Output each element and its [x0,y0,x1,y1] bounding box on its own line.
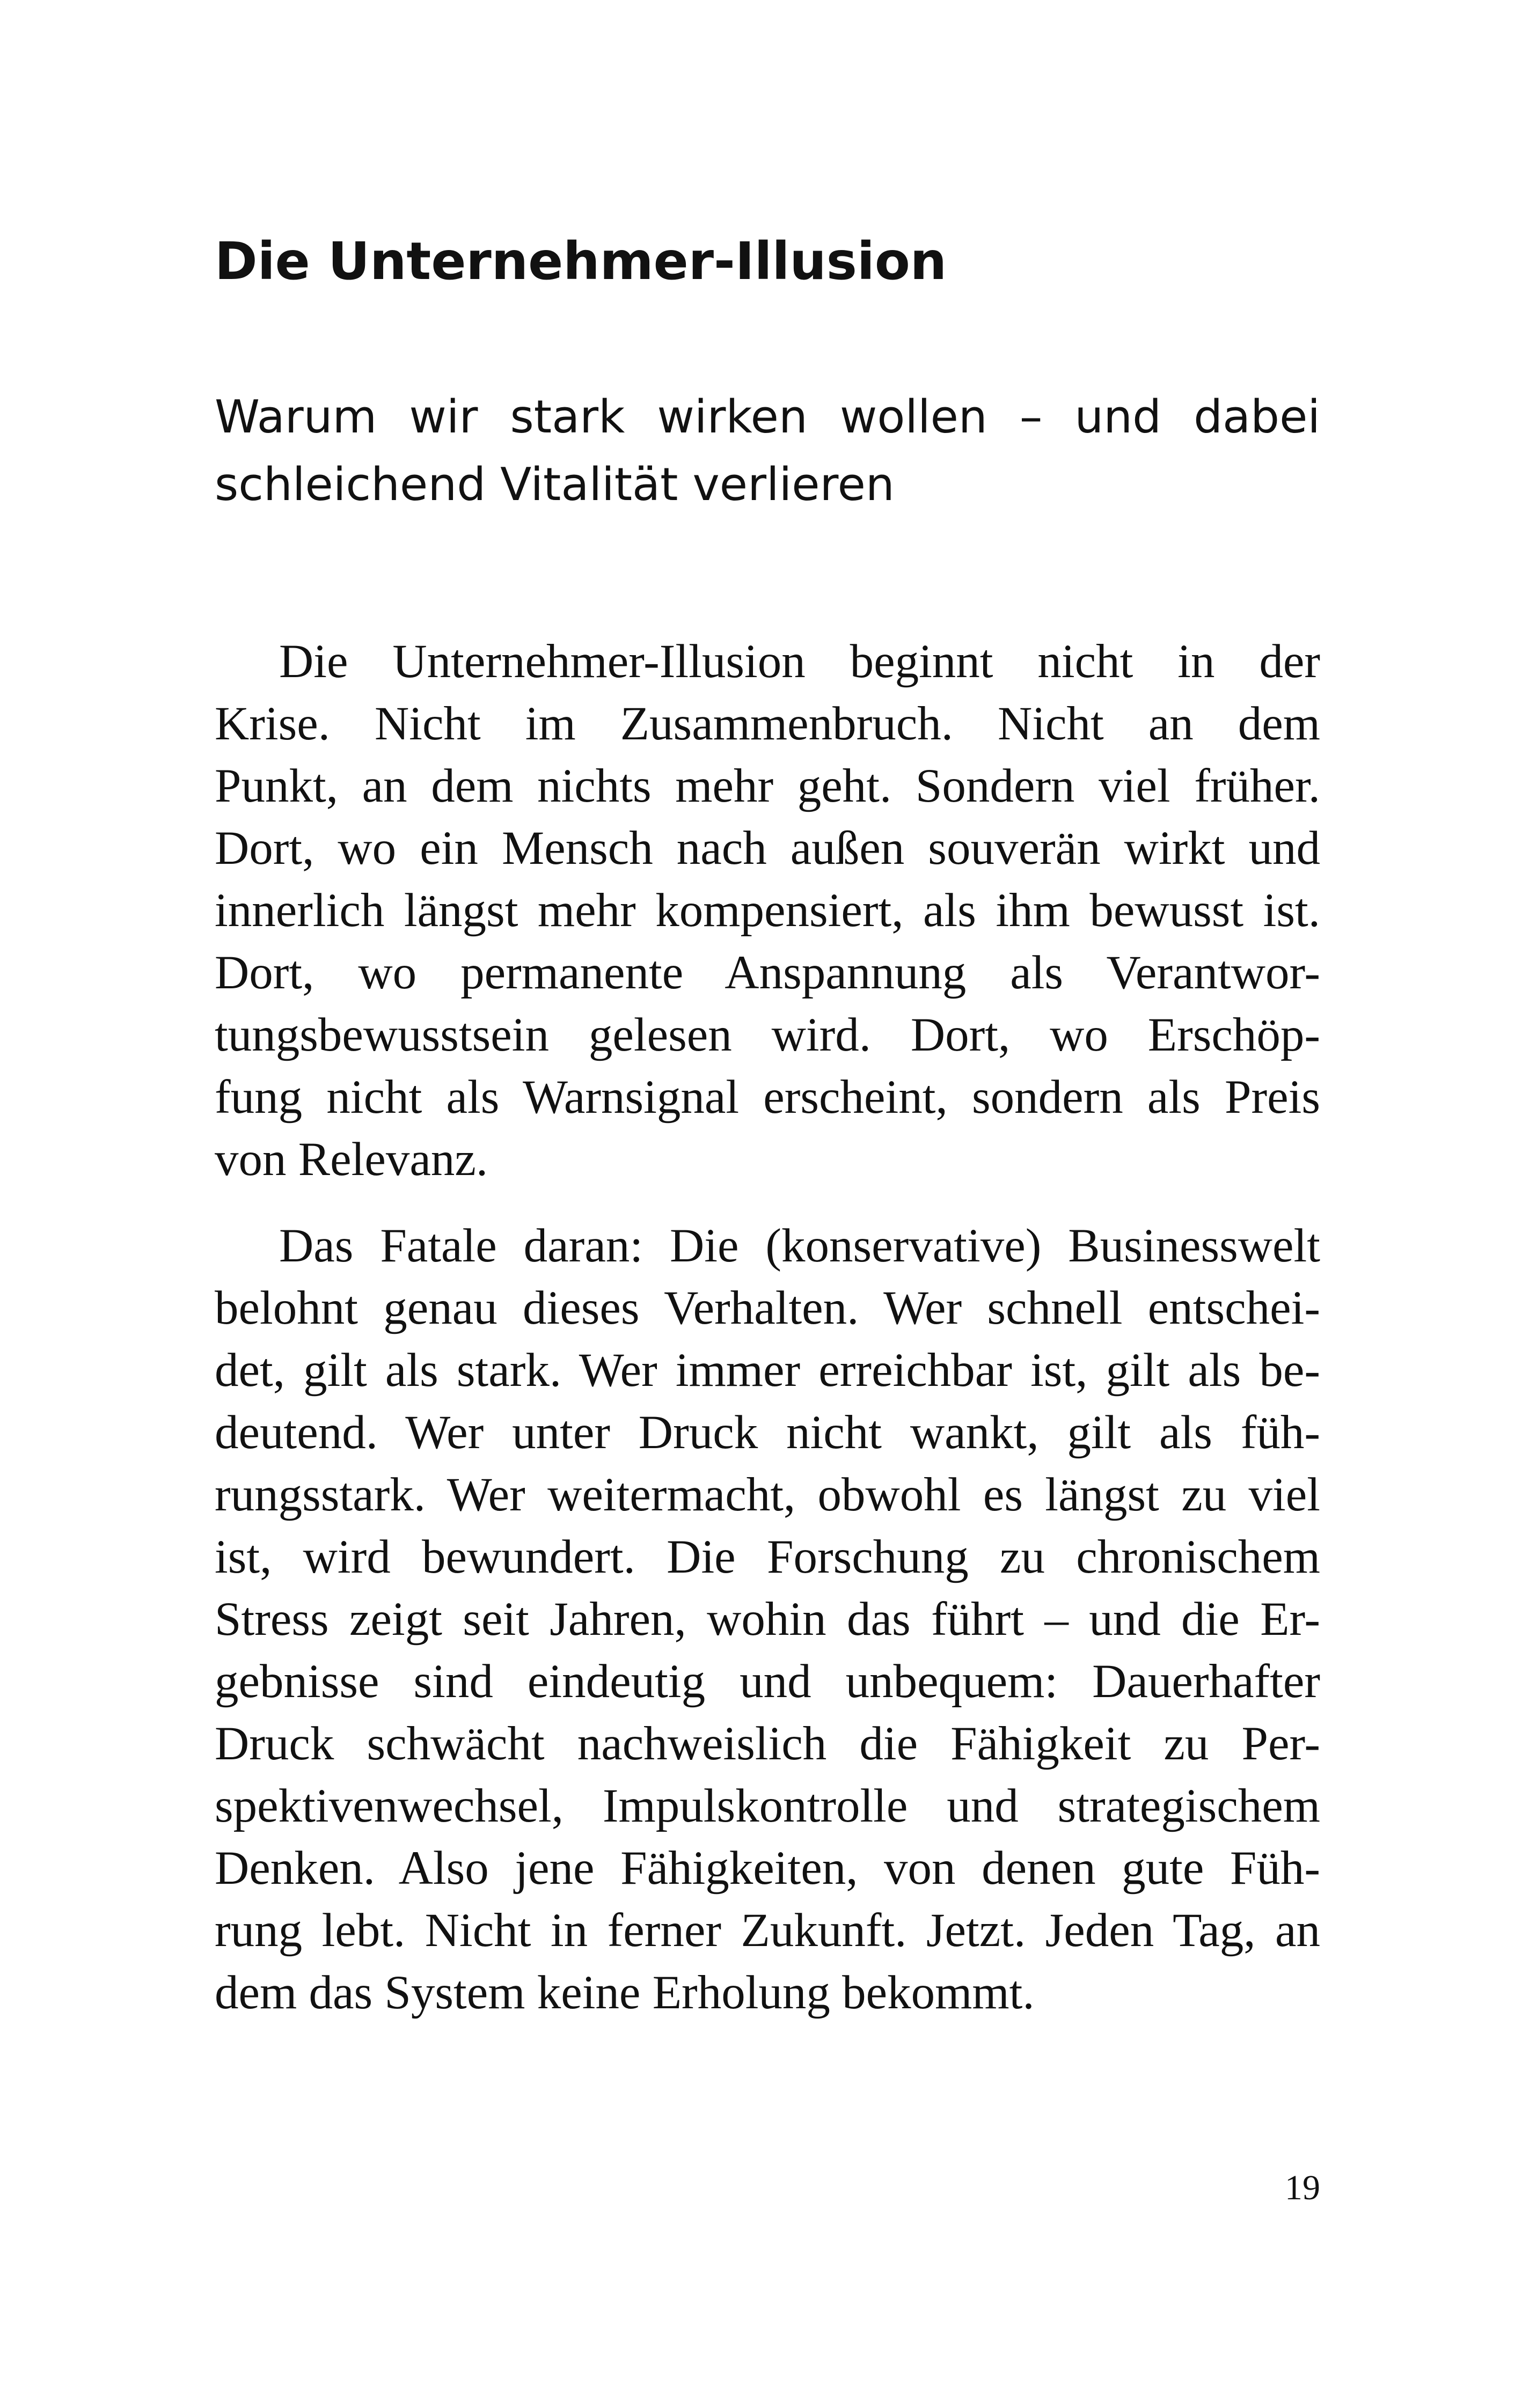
chapter-subtitle [215,384,1320,519]
text-line: Die Unternehmer-Illusion beginnt nicht in der [279,635,1320,688]
text-line: tungsbewusstsein gelesen wird. Dort, wo Erschöp- [215,1009,1320,1061]
text-line: von Relevanz. [215,1133,488,1186]
text-line: dem das System keine Erholung bekommt. [215,1966,1035,2019]
chapter-title: Die Unternehmer-Illusion [215,231,947,291]
text-line: Punkt, an dem nichts mehr geht. Sondern viel früher. [215,760,1320,812]
text-line: rung lebt. Nicht in ferner Zukunft. Jetzt. Jeden Tag, an [215,1904,1320,1957]
paragraph-2 [215,1215,1320,2024]
text-line: det, gilt als stark. Wer immer erreichbar ist, gilt als be- [215,1344,1320,1397]
text-line: Denken. Also jene Fähigkeiten, von denen gute Füh- [215,1842,1320,1895]
page-number: 19 [1285,2168,1320,2207]
text-line: Das Fatale daran: Die (konservative) Businesswelt [279,1220,1320,1272]
text-line: belohnt genau dieses Verhalten. Wer schnell entschei- [215,1282,1320,1334]
text-line: innerlich längst mehr kompensiert, als ihm bewusst ist. [215,884,1320,937]
text-line: deutend. Wer unter Druck nicht wankt, gilt als füh- [215,1406,1320,1459]
text-line: Dort, wo ein Mensch nach außen souverän wirkt und [215,822,1320,875]
body-text [215,630,1320,2048]
text-line: Dort, wo permanente Anspannung als Verantwor- [215,946,1320,999]
text-line: Stress zeigt seit Jahren, wohin das führt – und die Er- [215,1593,1320,1646]
text-line: Krise. Nicht im Zusammenbruch. Nicht an dem [215,698,1320,750]
text-line: gebnisse sind eindeutig und unbequem: Dauerhafter [215,1655,1320,1708]
text-line: spektivenwechsel, Impulskontrolle und strategischem [215,1780,1320,1832]
subtitle-line: Warum wir stark wirken wollen – und dabei [215,391,1320,444]
text-line: Druck schwächt nachweislich die Fähigkeit zu Per- [215,1717,1320,1770]
text-line: ist, wird bewundert. Die Forschung zu chronischem [215,1531,1320,1583]
subtitle-line: schleichend Vitalität verlieren [215,458,895,511]
text-line: fung nicht als Warnsignal erscheint, sondern als Preis [215,1071,1320,1124]
text-line: rungsstark. Wer weitermacht, obwohl es längst zu viel [215,1469,1320,1521]
paragraph-1 [215,630,1320,1191]
